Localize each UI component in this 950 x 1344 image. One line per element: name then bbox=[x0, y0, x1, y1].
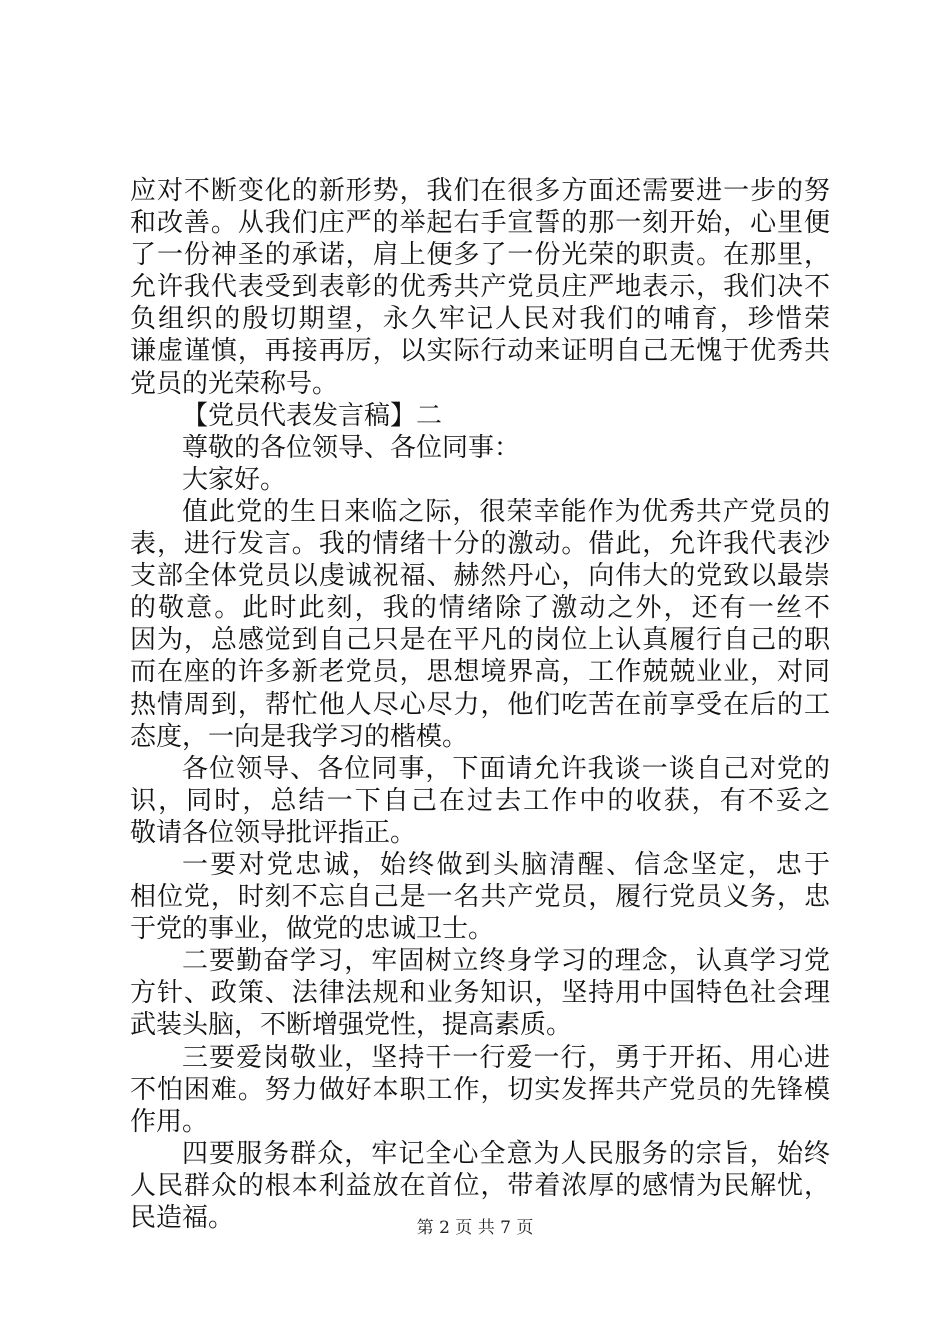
text-line: 的敬意。此时此刻，我的情绪除了激动之外，还有一丝不 bbox=[130, 593, 830, 624]
text-line: 民造福。 bbox=[130, 1203, 235, 1233]
text-line: 四要服务群众，牢记全心全意为人民服务的宗旨，始终 bbox=[182, 1138, 830, 1169]
text-line: 敬请各位领导批评指正。 bbox=[130, 817, 417, 848]
text-line: 热情周到，帮忙他人尽心尽力，他们吃苦在前享受在后的工 bbox=[130, 689, 830, 720]
text-line: 【党员代表发言稿】二 bbox=[182, 400, 443, 431]
text-line: 相位党，时刻不忘自己是一名共产党员，履行党员义务，忠 bbox=[130, 882, 830, 913]
text-line: 应对不断变化的新形势，我们在很多方面还需要进一步的努 bbox=[130, 176, 830, 206]
text-line: 识，同时，总结一下自己在过去工作中的收获，有不妥之 bbox=[130, 785, 830, 816]
text-line: 不怕困难。努力做好本职工作，切实发挥共产党员的先锋模 bbox=[130, 1074, 830, 1105]
text-line: 谦虚谨慎，再接再厉，以实际行动来证明自己无愧于优秀共 bbox=[130, 336, 830, 367]
text-line: 武装头脑，不断增强党性，提高素质。 bbox=[130, 1010, 573, 1041]
page-footer: 第 2 页 共 7 页 bbox=[416, 1218, 534, 1238]
text-line: 负组织的殷切期望，永久牢记人民对我们的哺育，珍惜荣 bbox=[130, 304, 830, 335]
text-line: 人民群众的根本利益放在首位，带着浓厚的感情为民解忧， bbox=[130, 1170, 830, 1201]
text-line: 党员的光荣称号。 bbox=[130, 368, 339, 399]
text-line: 支部全体党员以虔诚祝福、赫然丹心，向伟大的党致以最崇 bbox=[130, 561, 830, 592]
text-line: 一要对党忠诚，始终做到头脑清醒、信念坚定，忠于 bbox=[182, 849, 830, 880]
text-line: 而在座的许多新老党员，思想境界高，工作兢兢业业，对同 bbox=[130, 657, 830, 688]
text-line: 允许我代表受到表彰的优秀共产党员庄严地表示，我们决不 bbox=[130, 272, 830, 303]
text-line: 和改善。从我们庄严的举起右手宣誓的那一刻开始，心里便 bbox=[130, 208, 830, 239]
text-line: 三要爱岗敬业，坚持干一行爱一行，勇于开拓、用心进 bbox=[182, 1042, 830, 1073]
text-line: 各位领导、各位同事，下面请允许我谈一谈自己对党的 bbox=[182, 753, 830, 784]
text-line: 态度，一向是我学习的楷模。 bbox=[130, 721, 469, 752]
text-line: 表，进行发言。我的情绪十分的激动。借此，允许我代表沙 bbox=[130, 529, 830, 560]
text-line: 值此党的生日来临之际，很荣幸能作为优秀共产党员的 bbox=[182, 496, 830, 527]
text-line: 作用。 bbox=[130, 1106, 209, 1137]
document-body bbox=[130, 175, 830, 1234]
text-line: 大家好。 bbox=[182, 464, 287, 495]
text-line: 于党的事业，做党的忠诚卫士。 bbox=[130, 914, 495, 945]
text-line: 二要勤奋学习，牢固树立终身学习的理念，认真学习党 bbox=[182, 946, 830, 977]
text-line: 尊敬的各位领导、各位同事： bbox=[182, 432, 521, 463]
text-line: 方针、政策、法律法规和业务知识，坚持用中国特色社会理 bbox=[130, 978, 830, 1009]
text-line: 了一份神圣的承诺，肩上便多了一份光荣的职责。在那里， bbox=[130, 240, 830, 271]
text-line: 因为，总感觉到自己只是在平凡的岗位上认真履行自己的职 bbox=[130, 625, 830, 656]
